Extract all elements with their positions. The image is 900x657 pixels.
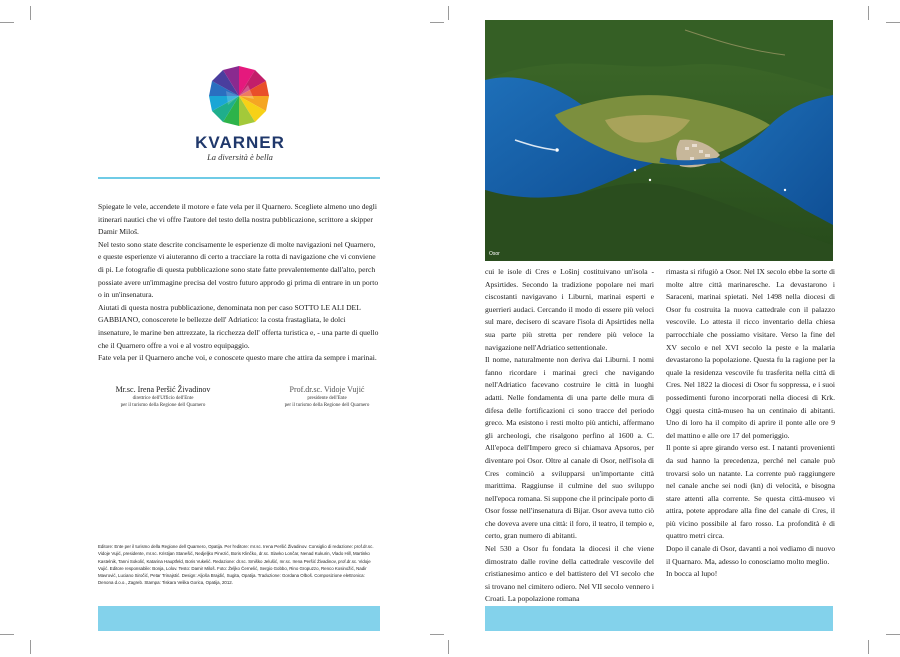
photo-caption: Osor (489, 251, 500, 257)
signature-role: direttrice dell'Ufficio dell'Ente (132, 396, 194, 401)
intro-paragraph: Spiegate le vele, accendete il motore e fate vela per il Quarnero. Scegliete almeno uno degli itinerari nautici che vi offre l'autore del testo della nostra pubblicazione, scrittore a skipper Damir Miloš. (98, 202, 377, 237)
article-paragraph: Nel 530 a Osor fu fondata la diocesi il che viene dimostrato dalle rovine della cattedrale vescovile del cristianesimo antico e del battistero del VI secolo che si trovano nel cimitero odiero. Nel VII secolo vennero i Croati. La popolazione romana (485, 544, 654, 604)
footer-bar-right (485, 606, 833, 631)
signature-director (98, 384, 228, 409)
signature-name: Mr.sc. Irena Peršić Živadinov (115, 385, 211, 394)
footer-bar-left (98, 606, 380, 631)
aerial-photo-osor (485, 20, 833, 261)
kvarner-mosaic-logo-icon (208, 65, 270, 127)
brand-name: KVARNER (195, 133, 285, 152)
signature-name: Prof.dr.sc. Vidoje Vujić (289, 385, 365, 394)
publication-credits (98, 543, 380, 587)
article-paragraph: Il ponte si apre girando verso est. I natanti provenienti da sud hanno la precedenza, perché nel canale può trovarsi solo un natante. La corrente può raggiungere nel canale anche sei nodi (kn) di velocità, e bisogna stare attenti alla corrente. Se questa città-museo vi attira, potete approdare alla fine del canale di Cres, il più vicino possibile al faro rosso. La profondità è di quattro metri circa. (666, 443, 835, 541)
divider (98, 177, 380, 179)
signature-role: per il turismo della Regione dell Quarnero (120, 403, 206, 408)
signature-role: per il turismo della Regione dell Quarnero (284, 403, 370, 408)
credits-text: Editore: Ente per il turismo della Regione dell Quarnero, Opatija. Per l'editore: mr.sc. Irena Peršić Živadinov. Consiglio di redazione: prof.dr.sc. Vidoje Vujić, presidente, mr.sc. Kristijan Stanešić, Nedjeljko Pinezić, Boris Klinčko, dr.sc. Slavko Lončar, Nenad Kukurin, Vlado Hill, Martinko Kastelnik, Tanni Sokolić, Katarina Hauptfeld, Boris Vukelić. Redazione: dr.sc. Smiško Jelušić, mr.sc. Irena Peršić Živadinov, prof.dr.sc. Vidoje Vujić. Editore responsabile: Bonja, Lolov. Testo: Damir Miloš. Foto: Željko Černelić, Sergio Gobbo, Rino Gropuzzo, Renco Kosinožić, Nadir Mavrović, Luciano Siročić, Petar Trinajstić. Design: Aljoša Brajdić, Sugita, Opatija. Traduzione: Gordana Olboš. Composizione elettronica: Denona d.o.o., Zagreb. Stampa: Tiskara Velika Gorica, Opatija, 2012. (98, 544, 374, 586)
article-paragraph: rimasta si rifugiò a Osor. Nel IX secolo ebbe la sorte di molte altre città marinaresche. La devastarono i Saraceni, marinai spietati. Nel 1498 nella diocesi di Osor fu costruita la nuova cattedrale con il palazzo vescovile. Lo attesta il ricco inventario della chiesa parrocchiale che possiamo visitare. Verso la fine del XV secolo e nel XVI secolo la peste e la malaria devastarono la popolazione. Questa fu la ragione per la quale la residenza vescovile fu trasferita nella città di Cres. Nel 1822 la diocesi di Osor fu soppressa, e i suoi possedimenti furono incorporati nella diocesi di Krk. Oggi questa città-museo ha un centinaio di abitanti. Uno di loro ha il compito di aprire il ponte alle ore 9 del mattino e alle ore 17 del pomeriggio. (666, 267, 835, 440)
intro-paragraph: Nel testo sono state descrite concisamente le esperienze di molte navigazioni nel Quarnero, e queste esperienze vi aiuteranno di certo a tracciare la rotta di navigazione che vi conviene di pi. Le fotografie di questa pubblicazione sono state fatte prevalentemente dall'alto, perch possiate avere un'immagine precisa del vostro futuro approdo gi prima di entrare in un porto o in un'insenatura. (98, 239, 379, 300)
signature-president (262, 384, 392, 409)
article-paragraph: Il nome, naturalmente non deriva dai Liburni. I nomi fanno ricordare i marinai greci che navigando nell'Adriatico facevano costruire le città in luoghi adatti. Nelle fondamenta di una parte delle mura di difesa delle fortificazioni ci sono tracce del periodo greco. Ma esistono i resti molto più antichi, affermano gli archeologi, che risalgono perfino al 1600 a. C. All'epoca dell'Impero greco si chiamava Apsoros, per diventare poi Osor. Oltre al canale di Osor, nell'isola di Cres cominciò a svilupparsi un'importante città marittima. Raggiunse il culmine del suo sviluppo nell'epoca romana. Si suppone che il principale porto di Osor fosse nell'insenatura di Bijar. Osor aveva tutto ciò che doveva avere una città: il foro, il teatro, il tempio e, certo, gran numero di abitanti. (485, 355, 655, 541)
intro-paragraph: Aiutati di questa nostra pubblicazione, denominata non per caso SOTTO LE ALI DEL GABBIANO, conoscerete le bellezze dell' Adriatico: la costa frastagliata, le dolci insenature, le marine ben attrezzate, la ricchezza dell' offerta turistica e, - una parte di quello che il Quarnero offre a voi e al vostro equipaggio. (98, 302, 379, 350)
article-paragraph: In bocca al lupo! (666, 569, 718, 579)
article-column-2 (666, 266, 835, 581)
article-paragraph: cui le isole di Cres e Lošinj costituivano un'isola - Apsirtides. Secondo la tradizione popolare nei mari ciscostanti navigavano i Liburni, marinai esperti e guerrieri audaci. Cercando il modo di essere più veloci sul mare, decisero di scavare l'isola di Apsirtides nella sua parte più stretta per rendere più veloce la navigazione nell'Adriatico settentionale. (485, 267, 654, 352)
intro-text (98, 201, 380, 365)
signature-role: presidente dell'Ente (307, 396, 347, 401)
brand-tagline: La diversità è bella (207, 152, 273, 162)
article-paragraph: Dopo il canale di Osor, davanti a noi vediamo di nuovo il Quarnaro. Ma, adesso lo conosciamo molto meglio. (666, 544, 835, 566)
article-column-1 (485, 266, 654, 606)
intro-paragraph: Fate vela per il Quarnero anche voi, e conoscete questo mare che attira da sempre i marinai. (98, 353, 377, 363)
